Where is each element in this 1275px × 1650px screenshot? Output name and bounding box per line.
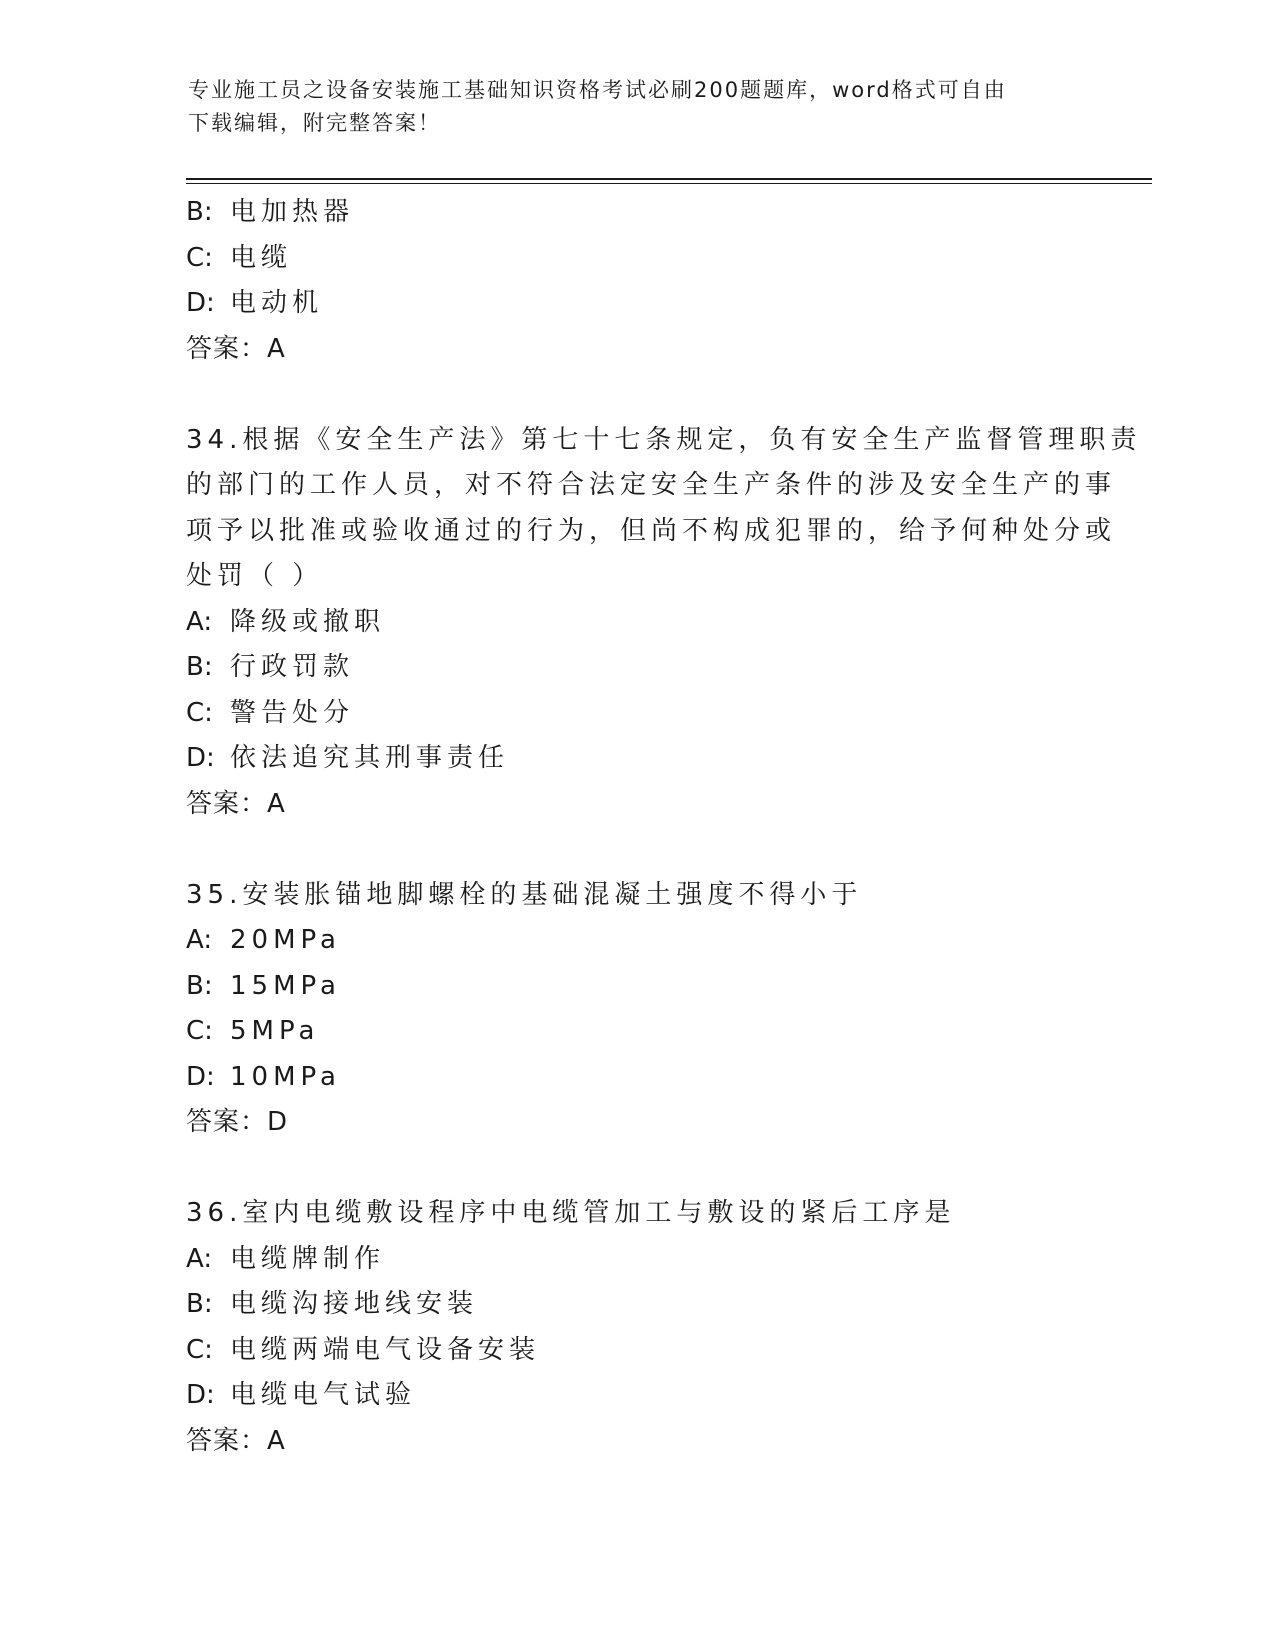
option-letter: B:	[186, 197, 213, 227]
option-line	[186, 1237, 1086, 1283]
header-line-2: 下载编辑，附完整答案！	[188, 111, 441, 135]
option-text: 15MPa	[230, 970, 341, 1001]
question-stem-line: 36.室内电缆敷设程序中电缆管加工与敷设的紧后工序是	[186, 1198, 956, 1228]
option-line	[186, 236, 1086, 282]
option-line	[186, 1328, 1086, 1374]
option-text: 电缆电气试验	[230, 1380, 417, 1410]
option-letter: D:	[186, 1061, 215, 1092]
option-letter: B:	[186, 1289, 213, 1319]
answer-line: 答案：A	[186, 788, 286, 819]
question-stem-line: 的部门的工作人员，对不符合法定安全生产条件的涉及安全生产的事	[186, 470, 1117, 500]
question-stem-line: 处罚（ ）	[186, 561, 324, 591]
option-text: 电加热器	[230, 197, 355, 227]
option-letter: B:	[186, 652, 213, 682]
question-content	[186, 190, 1142, 1464]
option-letter: A:	[186, 925, 213, 955]
question-block-35	[186, 873, 1086, 1146]
option-line	[186, 600, 1086, 646]
option-line	[186, 736, 1086, 782]
carryover-block	[186, 190, 1086, 372]
header-rule-thick	[186, 178, 1152, 180]
option-letter: D:	[186, 1380, 215, 1410]
option-text: 行政罚款	[230, 652, 355, 682]
option-line	[186, 1009, 1086, 1055]
option-text: 电缆牌制作	[230, 1243, 386, 1274]
option-line	[186, 1055, 1086, 1101]
option-text: 电缆	[230, 242, 293, 273]
option-line	[186, 918, 1086, 964]
option-letter: B:	[186, 970, 213, 1001]
option-line	[186, 1373, 1086, 1419]
option-text: 警告处分	[230, 697, 355, 728]
answer-line: 答案：A	[186, 1425, 286, 1456]
option-letter: A:	[186, 606, 213, 637]
option-line	[186, 1282, 1086, 1328]
spacer	[186, 1146, 1086, 1192]
option-line	[186, 691, 1086, 737]
option-letter: D:	[186, 743, 215, 773]
header-rule-thin	[186, 183, 1152, 184]
spacer	[186, 827, 1086, 873]
option-text: 降级或撤职	[230, 606, 386, 637]
question-block-36	[186, 1191, 1086, 1464]
option-letter: C:	[186, 1016, 213, 1046]
answer-line: 答案：A	[186, 333, 286, 364]
option-line	[186, 964, 1086, 1010]
option-line	[186, 645, 1086, 691]
header-line-1: 专业施工员之设备安装施工基础知识资格考试必刷200题题库，word格式可自由	[188, 78, 1007, 102]
option-letter: D:	[186, 288, 215, 318]
option-text: 依法追究其刑事责任	[230, 743, 510, 773]
option-letter: C:	[186, 242, 213, 273]
option-text: 电缆沟接地线安装	[230, 1289, 479, 1319]
document-header	[188, 74, 1088, 140]
option-text: 5MPa	[230, 1016, 320, 1046]
option-text: 电动机	[230, 288, 324, 318]
option-text: 20MPa	[230, 925, 341, 955]
option-text: 10MPa	[230, 1061, 341, 1092]
question-stem-line: 34.根据《安全生产法》第七十七条规定，负有安全生产监督管理职责	[186, 424, 1142, 455]
question-stem-line: 35.安装胀锚地脚螺栓的基础混凝土强度不得小于	[186, 879, 863, 910]
option-letter: C:	[186, 697, 213, 728]
spacer	[186, 372, 1086, 418]
option-letter: C:	[186, 1334, 213, 1365]
option-text: 电缆两端电气设备安装	[230, 1334, 541, 1365]
option-letter: A:	[186, 1243, 213, 1274]
question-stem-line: 项予以批准或验收通过的行为，但尚不构成犯罪的，给予何种处分或	[186, 515, 1117, 546]
question-block-34	[186, 418, 1142, 828]
option-line	[186, 281, 1086, 327]
option-line	[186, 190, 1086, 236]
answer-line: 答案：D	[186, 1107, 289, 1137]
